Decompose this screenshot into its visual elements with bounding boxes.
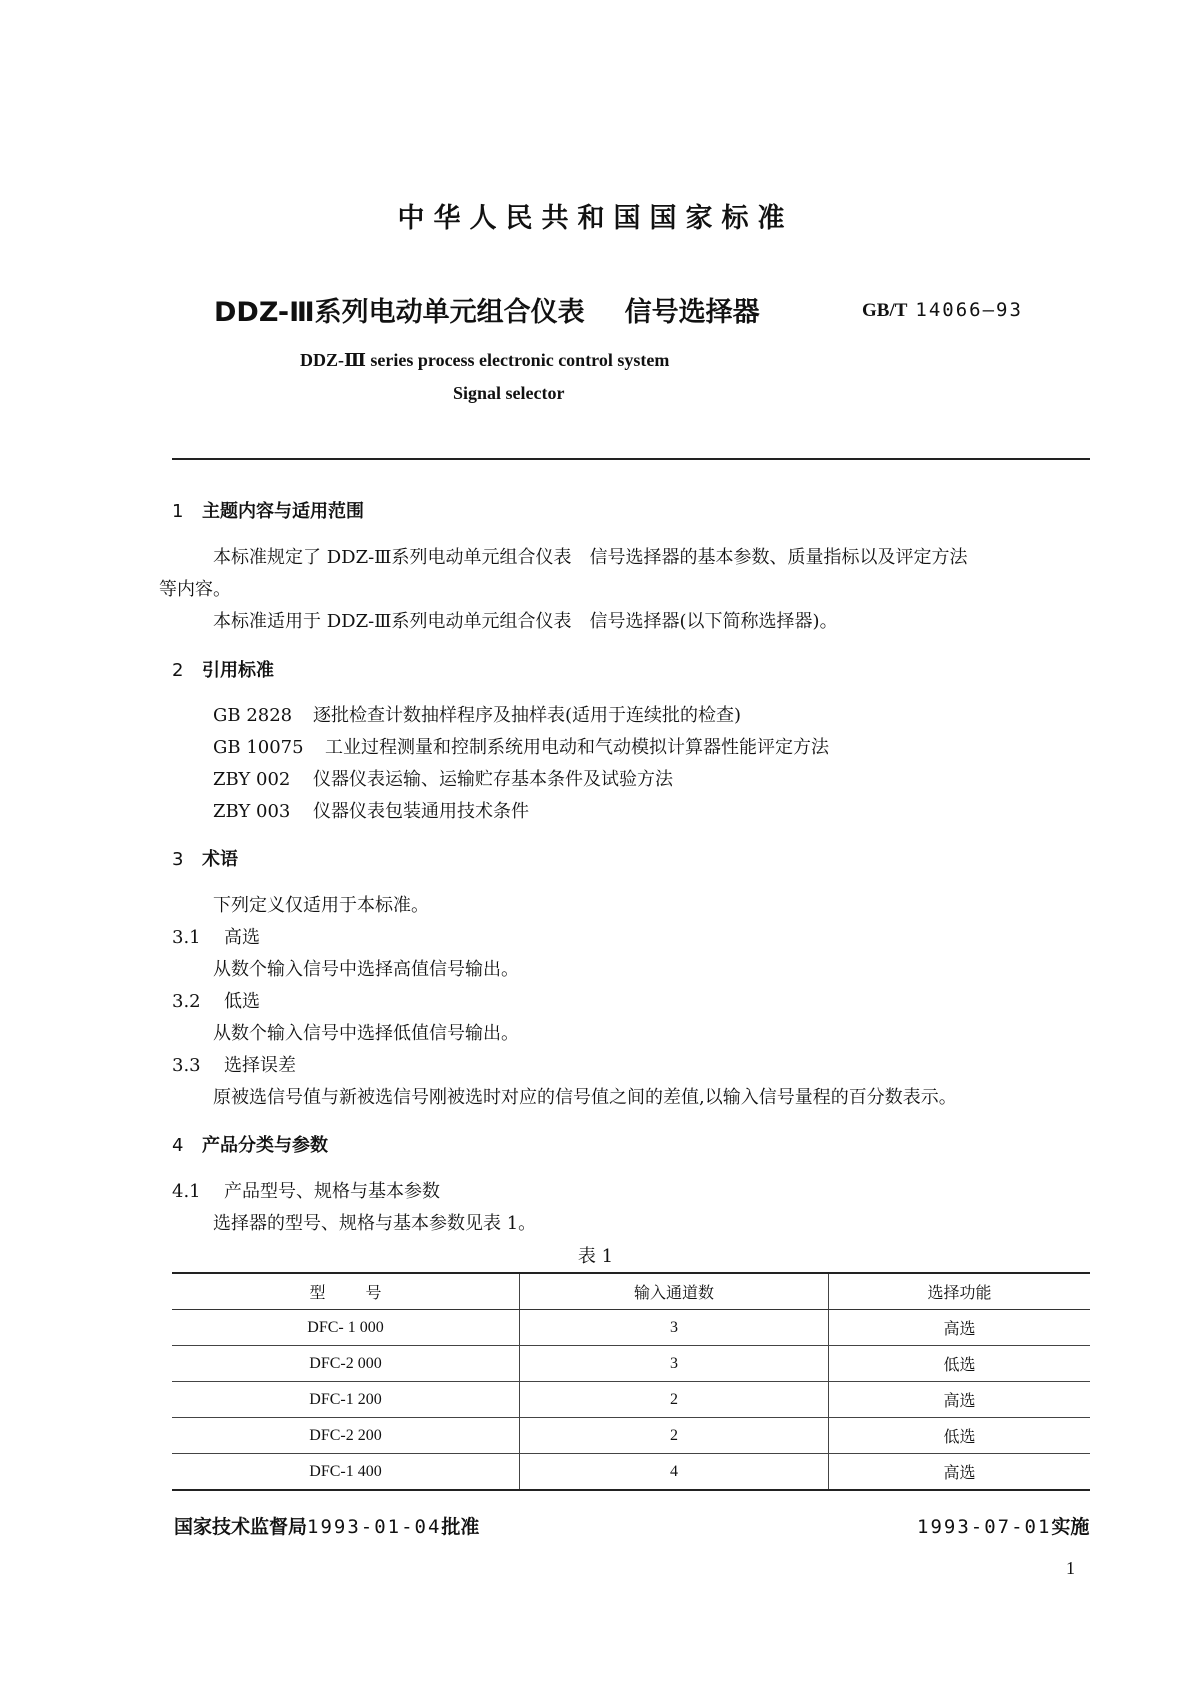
title-cn-part2: 信号选择器 [624, 297, 760, 328]
reference-code: GB 2828 [213, 705, 293, 726]
approval-date: 1993-01-04 [307, 1516, 442, 1538]
table-row [172, 1346, 1090, 1382]
section-1-para1-line2: 等内容。 [159, 579, 231, 600]
column-header-model: 型号 [172, 1273, 520, 1310]
document-title-cn [214, 290, 760, 329]
column-header-channels: 输入通道数 [520, 1273, 829, 1310]
term-number: 3.3 [172, 1055, 201, 1076]
term-3-2-definition: 从数个输入信号中选择低值信号输出。 [213, 1023, 519, 1044]
page-number: 1 [1066, 1558, 1075, 1578]
section-2-number: 2 [172, 660, 184, 681]
document-title-en-line1: DDZ-Ⅲ series process electronic control system [300, 350, 670, 370]
section-4-title: 产品分类与参数 [202, 1135, 328, 1156]
cell-model: DFC-2 200 [172, 1418, 520, 1454]
reference-title: 逐批检查计数抽样程序及抽样表(适用于连续批的检查) [313, 705, 742, 726]
reference-code: GB 10075 [213, 737, 304, 758]
section-2-title: 引用标准 [202, 660, 274, 681]
cell-channels: 3 [520, 1310, 829, 1346]
table-row [172, 1418, 1090, 1454]
national-standard-heading: 中华人民共和国国家标准 [397, 203, 794, 234]
subsection-number: 4.1 [172, 1181, 201, 1202]
section-1-number: 1 [172, 501, 184, 522]
cell-function: 低选 [829, 1346, 1091, 1382]
reference-code: ZBY 003 [213, 801, 291, 822]
term-3-2-heading [172, 987, 260, 1013]
cell-channels: 3 [520, 1346, 829, 1382]
term-3-1-definition: 从数个输入信号中选择高值信号输出。 [213, 959, 519, 980]
reference-item [213, 733, 829, 759]
standard-prefix: GB/T [862, 300, 908, 321]
term-name: 高选 [224, 927, 260, 948]
cell-function: 高选 [829, 1454, 1091, 1491]
cell-model: DFC- 1 000 [172, 1310, 520, 1346]
section-3-intro: 下列定义仅适用于本标准。 [213, 895, 429, 916]
effective-label: 实施 [1051, 1516, 1090, 1538]
section-3-heading [172, 845, 238, 871]
reference-item [213, 797, 529, 823]
cell-function: 低选 [829, 1418, 1091, 1454]
term-name: 选择误差 [224, 1055, 296, 1076]
term-number: 3.2 [172, 991, 201, 1012]
subsection-title: 产品型号、规格与基本参数 [224, 1181, 440, 1202]
section-4-heading [172, 1131, 328, 1157]
column-header-function: 选择功能 [829, 1273, 1091, 1310]
term-3-1-heading [172, 923, 260, 949]
section-2-heading [172, 656, 274, 682]
section-3-title: 术语 [202, 849, 238, 870]
section-1-para1-line1: 本标准规定了 DDZ-Ⅲ系列电动单元组合仪表 信号选择器的基本参数、质量指标以及评定方法 [213, 547, 968, 568]
standard-number [862, 299, 1023, 322]
section-1-heading [172, 497, 364, 523]
reference-title: 仪器仪表运输、运输贮存基本条件及试验方法 [313, 769, 673, 790]
approval-org: 国家技术监督局 [174, 1516, 308, 1538]
table-row [172, 1382, 1090, 1418]
cell-function: 高选 [829, 1310, 1091, 1346]
subsection-4-1-heading [172, 1177, 440, 1203]
table-caption: 表 1 [577, 1246, 614, 1267]
term-number: 3.1 [172, 927, 201, 948]
reference-code: ZBY 002 [213, 769, 291, 790]
term-name: 低选 [224, 991, 260, 1012]
effective-date: 1993-07-01 [917, 1516, 1052, 1538]
term-3-3-heading [172, 1051, 296, 1077]
header-divider [172, 458, 1090, 460]
approval-line [174, 1512, 479, 1539]
section-4-number: 4 [172, 1135, 184, 1156]
effective-line [917, 1512, 1089, 1539]
cell-function: 高选 [829, 1382, 1091, 1418]
section-1-para2: 本标准适用于 DDZ-Ⅲ系列电动单元组合仪表 信号选择器(以下简称选择器)。 [213, 611, 838, 632]
cell-channels: 2 [520, 1418, 829, 1454]
cell-model: DFC-2 000 [172, 1346, 520, 1382]
section-3-number: 3 [172, 849, 184, 870]
parameters-table [172, 1272, 1090, 1491]
term-3-3-definition: 原被选信号值与新被选信号刚被选时对应的信号值之间的差值,以输入信号量程的百分数表示。 [213, 1087, 957, 1108]
cell-model: DFC-1 200 [172, 1382, 520, 1418]
subsection-4-1-text: 选择器的型号、规格与基本参数见表 1。 [213, 1213, 537, 1234]
table-header-row [172, 1273, 1090, 1310]
table-row [172, 1454, 1090, 1491]
cell-channels: 4 [520, 1454, 829, 1491]
cell-channels: 2 [520, 1382, 829, 1418]
approval-label: 批准 [441, 1516, 480, 1538]
document-title-en-line2: Signal selector [453, 383, 565, 403]
reference-title: 工业过程测量和控制系统用电动和气动模拟计算器性能评定方法 [325, 737, 829, 758]
reference-item [213, 701, 741, 727]
title-cn-part1: DDZ-Ⅲ系列电动单元组合仪表 [214, 297, 585, 328]
section-1-title: 主题内容与适用范围 [202, 501, 364, 522]
cell-model: DFC-1 400 [309, 1462, 382, 1480]
reference-title: 仪器仪表包装通用技术条件 [313, 801, 529, 822]
table-row [172, 1310, 1090, 1346]
reference-item [213, 765, 673, 791]
standard-code: 14066—93 [915, 299, 1023, 321]
